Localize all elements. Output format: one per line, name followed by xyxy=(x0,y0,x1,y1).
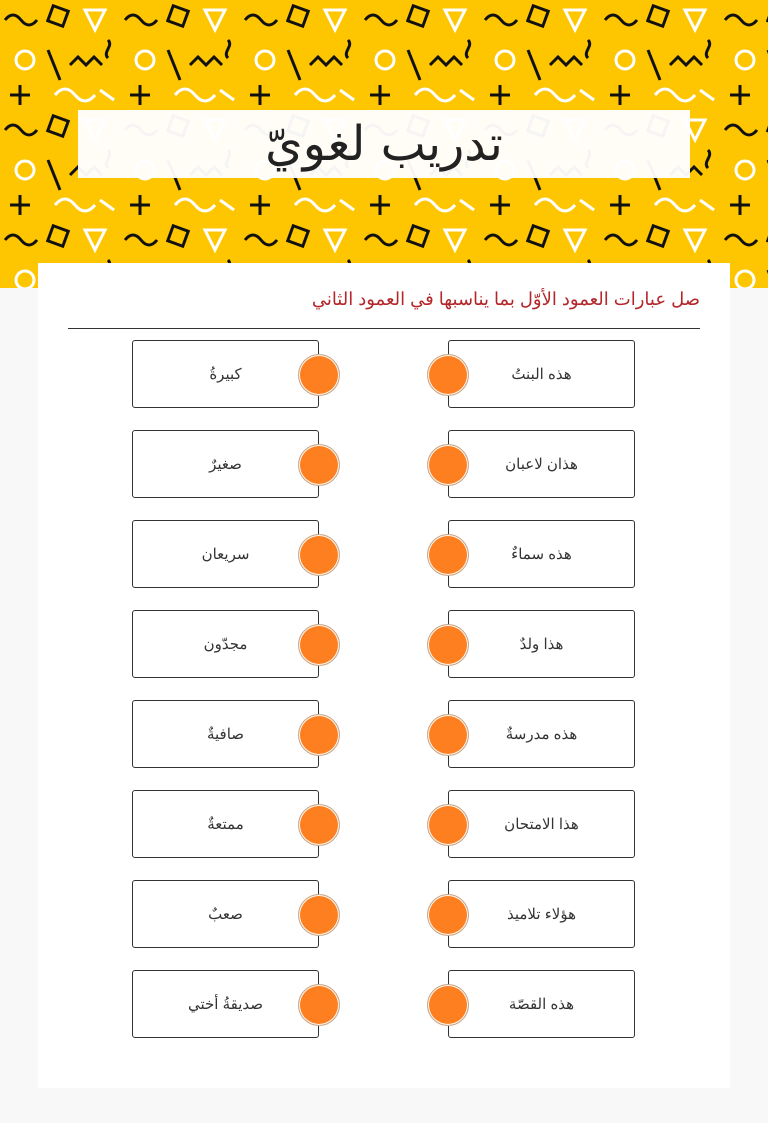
phrase-box: هذه القصّة xyxy=(448,970,635,1038)
phrase-connector-dot[interactable] xyxy=(427,624,469,666)
answer-box: مجدّون xyxy=(132,610,319,678)
answer-connector-dot[interactable] xyxy=(298,804,340,846)
phrase-connector-dot[interactable] xyxy=(427,984,469,1026)
answer-connector-dot[interactable] xyxy=(298,624,340,666)
phrase-connector-dot[interactable] xyxy=(427,534,469,576)
answer-box: سريعان xyxy=(132,520,319,588)
phrase-connector-dot[interactable] xyxy=(427,714,469,756)
answer-connector-dot[interactable] xyxy=(298,894,340,936)
page-title: تدريب لغويّ xyxy=(265,116,503,172)
phrase-box: هذا الامتحان xyxy=(448,790,635,858)
phrase-box: هذه مدرسةٌ xyxy=(448,700,635,768)
answer-connector-dot[interactable] xyxy=(298,984,340,1026)
phrase-box: هذه البنتُ xyxy=(448,340,635,408)
answer-connector-dot[interactable] xyxy=(298,534,340,576)
answer-connector-dot[interactable] xyxy=(298,444,340,486)
phrase-connector-dot[interactable] xyxy=(427,444,469,486)
answer-box: ممتعةٌ xyxy=(132,790,319,858)
answer-box: صغيرٌ xyxy=(132,430,319,498)
divider xyxy=(68,328,700,329)
phrase-box: هؤلاء تلاميذ xyxy=(448,880,635,948)
answer-box: صديقةُ أختي xyxy=(132,970,319,1038)
answer-box: صافيةٌ xyxy=(132,700,319,768)
header-banner xyxy=(0,0,768,288)
instruction-text: صل عبارات العمود الأوّل بما يناسبها في العمود الثاني xyxy=(311,289,700,309)
phrase-box: هذه سماءٌ xyxy=(448,520,635,588)
answer-connector-dot[interactable] xyxy=(298,354,340,396)
answer-connector-dot[interactable] xyxy=(298,714,340,756)
answer-box: كبيرةُ xyxy=(132,340,319,408)
phrase-box: هذا ولدٌ xyxy=(448,610,635,678)
title-box xyxy=(78,110,690,178)
answer-box: صعبٌ xyxy=(132,880,319,948)
worksheet-card xyxy=(38,263,730,1088)
phrase-box: هذان لاعبان xyxy=(448,430,635,498)
phrase-connector-dot[interactable] xyxy=(427,804,469,846)
phrase-connector-dot[interactable] xyxy=(427,894,469,936)
phrase-connector-dot[interactable] xyxy=(427,354,469,396)
